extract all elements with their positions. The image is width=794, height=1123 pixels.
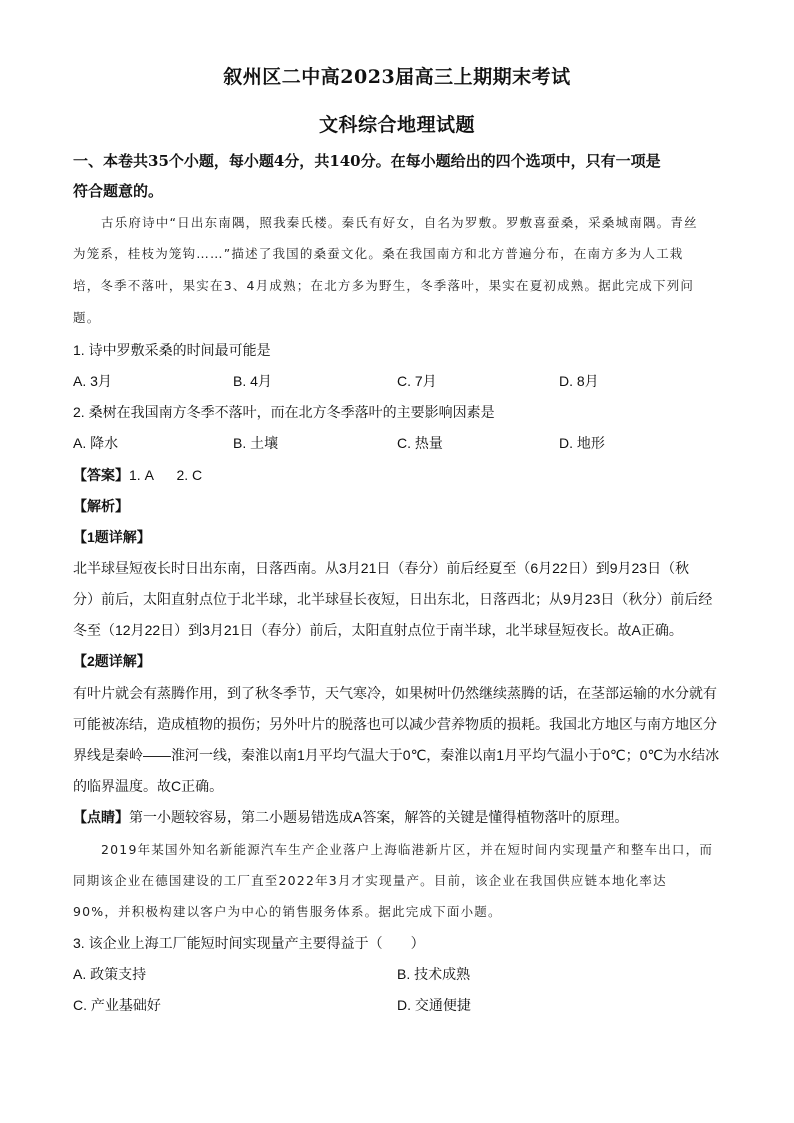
answer-tag: 【答案】 [73, 467, 129, 483]
exam-title: 叙州区二中高2023届高三上期期末考试 [223, 66, 571, 88]
q1-option-b: B. 4月 [233, 373, 272, 389]
comment-tag: 【点睛】 [73, 809, 129, 825]
q2-stem: 2. 桑树在我国南方冬季不落叶，而在北方冬季落叶的主要影响因素是 [73, 404, 495, 420]
q3-option-d: D. 交通便捷 [397, 997, 471, 1013]
passage1-line-4: 题。 [73, 310, 101, 325]
detail2-tag: 【2题详解】 [73, 653, 151, 669]
q1-option-d: D. 8月 [559, 373, 599, 389]
exam-subtitle: 文科综合地理试题 [318, 114, 475, 136]
passage1-line-3: 培，冬季不落叶，果实在3、4月成熟；在北方多为野生，冬季落叶，果实在夏初成熟。据此完成下列问 [73, 278, 695, 293]
q3-stem: 3. 该企业上海工厂能短时间实现量产主要得益于（ ） [73, 935, 425, 951]
answer-text: 1. A 2. C [129, 467, 203, 483]
detail2-line-4: 的临界温度。故C正确。 [73, 778, 224, 794]
q1-option-a: A. 3月 [73, 373, 112, 389]
passage2-line-2: 同期该企业在德国建设的工厂直至2022年3月才实现量产。目前，该企业在我国供应链本地化率达 [73, 873, 667, 888]
q1-stem: 1. 诗中罗敷采桑的时间最可能是 [73, 342, 271, 358]
detail2-line-3: 界线是秦岭——淮河一线，秦淮以南1月平均气温大于0℃，秦淮以南1月平均气温小于0℃；0℃为水结冰 [73, 747, 720, 763]
passage2-line-3: 90%，并积极构建以客户为中心的销售服务体系。据此完成下面小题。 [73, 904, 502, 919]
detail2-line-2: 可能被冻结，造成植物的损伤；另外叶片的脱落也可以减少营养物质的损耗。我国北方地区与南方地区分 [73, 716, 717, 732]
q3-option-a: A. 政策支持 [73, 966, 147, 982]
section-heading-line-2: 符合题意的。 [73, 182, 164, 200]
q3-option-c: C. 产业基础好 [73, 997, 161, 1013]
q2-option-b: B. 土壤 [233, 435, 279, 451]
detail2-line-1: 有叶片就会有蒸腾作用，到了秋冬季节，天气寒冷，如果树叶仍然继续蒸腾的话，在茎部运输的水分就有 [73, 685, 717, 701]
comment-text: 第一小题较容易，第二小题易错选成A答案，解答的关键是懂得植物落叶的原理。 [129, 809, 629, 825]
detail1-line-1: 北半球昼短夜长时日出东南，日落西南。从3月21日（春分）前后经夏至（6月22日）到9月23日（秋 [73, 560, 690, 576]
passage2-line-1: 2019年某国外知名新能源汽车生产企业落户上海临港新片区，并在短时间内实现量产和整车出口，而 [101, 842, 714, 857]
detail1-line-2: 分）前后，太阳直射点位于北半球，北半球昼长夜短，日出东北，日落西北；从9月23日（秋分）前后经 [73, 591, 713, 607]
q1-option-c: C. 7月 [397, 373, 437, 389]
passage1-line-1: 古乐府诗中“日出东南隅，照我秦氏楼。秦氏有好女，自名为罗敷。罗敷喜蚕桑，采桑城南隅。青丝 [101, 215, 698, 230]
section-heading-line-1: 一、本卷共35个小题，每小题4分，共140分。在每小题给出的四个选项中，只有一项是 [73, 152, 661, 170]
detail1-line-3: 冬至（12月22日）到3月21日（春分）前后，太阳直射点位于南半球，北半球昼短夜长。故A正确。 [73, 622, 683, 638]
q2-option-d: D. 地形 [559, 435, 605, 451]
q3-option-b: B. 技术成熟 [397, 966, 471, 982]
detail1-tag: 【1题详解】 [73, 529, 151, 545]
analysis-tag: 【解析】 [73, 498, 129, 514]
q2-option-c: C. 热量 [397, 435, 443, 451]
passage1-line-2: 为笼系，桂枝为笼钩……”描述了我国的桑蚕文化。桑在我国南方和北方普遍分布，在南方多为人工栽 [73, 246, 684, 261]
comment-line [73, 807, 733, 827]
q2-option-a: A. 降水 [73, 435, 119, 451]
answer-line [73, 465, 733, 485]
